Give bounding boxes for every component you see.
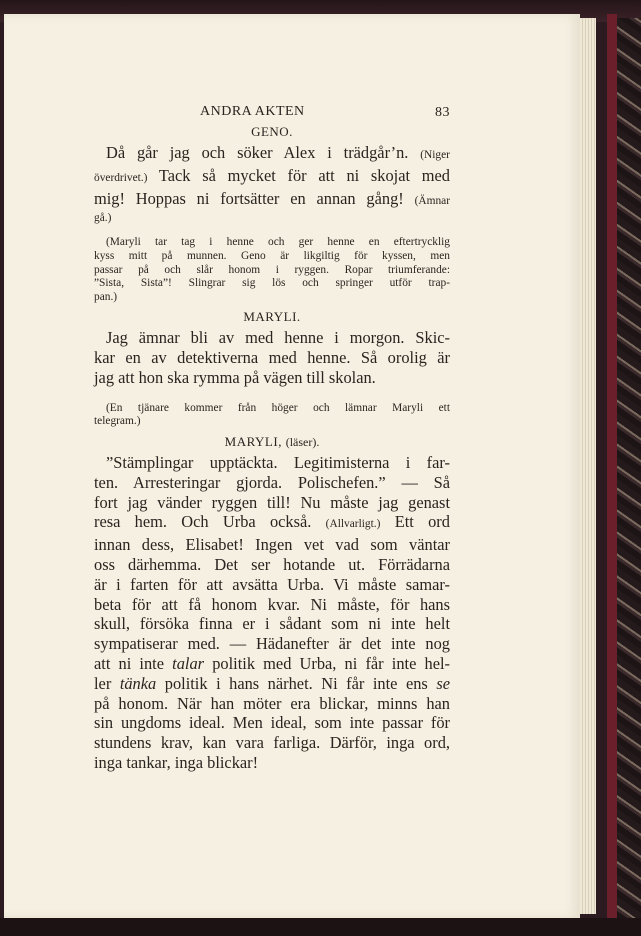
speaker-geno — [94, 124, 450, 140]
speech-line: sympatiserar med. — Hädanefter är det inte nog — [94, 634, 450, 654]
speaker-name: MARYLI, — [224, 433, 282, 449]
stage-note: (Allvarligt.) — [325, 518, 381, 531]
stage-direction-line: ”Sista, Sista”! Slingrar sig lös och springer utför trap- — [94, 277, 450, 290]
speaker-name: MARYLI. — [243, 309, 301, 325]
book-bottom-edge — [0, 918, 641, 936]
speech-line: mig! Hoppas ni fortsätter en annan gång! (Ämnar — [94, 188, 450, 208]
speech-geno — [94, 143, 450, 226]
speech-line: fort jag vänder ryggen till! Nu måste jag genast — [94, 492, 450, 512]
stage-direction-line: kyss mitt på munnen. Geno är likgiltig för kyssen, men — [94, 249, 450, 262]
speaker-name: GENO. — [251, 124, 293, 139]
speech-line: oss därhemma. Det ser hotande ut. Förrädarna — [94, 554, 450, 574]
stage-direction-2 — [94, 402, 450, 429]
speaker-maryli — [94, 309, 450, 325]
speech-line: ler tänka politik i hans närhet. Ni får inte ens se — [94, 673, 450, 693]
stage-note: överdrivet.) — [94, 171, 148, 184]
speech-maryli-reading — [94, 453, 450, 773]
page-text — [94, 96, 450, 773]
stage-direction-1 — [94, 236, 450, 304]
stage-direction-line: passar på och slår honom i ryggen. Ropar triumferande: — [94, 263, 450, 276]
speaker-note: (läser). — [285, 434, 320, 449]
speech-line: ”Stämplingar upptäckta. Legitimisterna i far- — [106, 452, 450, 472]
stage-direction-line: pan.) — [94, 290, 118, 303]
speech-line: inga tankar, inga blickar! — [94, 752, 259, 772]
stage-direction-line: (En tjänare kommer från höger och lämnar Maryli ett — [106, 401, 450, 414]
speech-line: Jag ämnar bli av med henne i morgon. Skic- — [106, 328, 450, 348]
emphasis: tänka — [119, 673, 157, 693]
speech-line: skull, försöka finna er i sådant som ni inte helt — [94, 614, 450, 634]
speech-line: innan dess, Elisabet! Ingen vet vad som väntar — [94, 535, 450, 555]
page-number: 83 — [435, 105, 450, 120]
stage-note: (Niger — [420, 149, 450, 161]
speech-line: stundens krav, kan vara farliga. Därför, inga ord, — [94, 733, 450, 753]
speech-line: att ni inte talar politik med Urba, ni får inte hel- — [94, 653, 450, 673]
speech-maryli — [94, 328, 450, 387]
cover-board-edge — [607, 14, 617, 924]
emphasis: talar — [172, 653, 205, 673]
stage-direction-line: (Maryli tar tag i henne och ger henne en eftertrycklig — [106, 236, 450, 249]
speech-line: jag att hon ska rymma på vägen till skolan. — [94, 367, 376, 387]
speech-line: Då går jag och söker Alex i trädgår’n. (Niger — [106, 143, 450, 162]
running-head — [94, 96, 450, 118]
speech-line: resa hem. Och Urba också. (Allvarligt.) Ett ord — [94, 512, 450, 532]
speech-line: sin ungdoms ideal. Men ideal, som inte passar för — [94, 713, 450, 733]
speech-line: är i farten för att avsätta Urba. Vi måste samar- — [94, 574, 450, 594]
speech-line: överdrivet.) Tack så mycket för att ni skojat med — [94, 165, 450, 185]
stage-note: (Ämnar — [414, 194, 450, 207]
speech-line: kar en av detektiverna med henne. Så orolig är — [94, 348, 450, 368]
stage-note: gå.) — [94, 212, 112, 225]
stage-direction-line: telegram.) — [94, 415, 141, 428]
speaker-maryli-reading — [94, 434, 450, 450]
speech-line: på honom. När han möter era blickar, minns han — [94, 693, 450, 713]
speech-line: ten. Arresteringar gjorda. Polischefen.” — Så — [94, 472, 450, 492]
running-title: ANDRA AKTEN — [200, 104, 305, 119]
emphasis: se — [436, 673, 450, 693]
speech-line: beta för att få honom kvar. Ni måste, för hans — [94, 594, 450, 614]
